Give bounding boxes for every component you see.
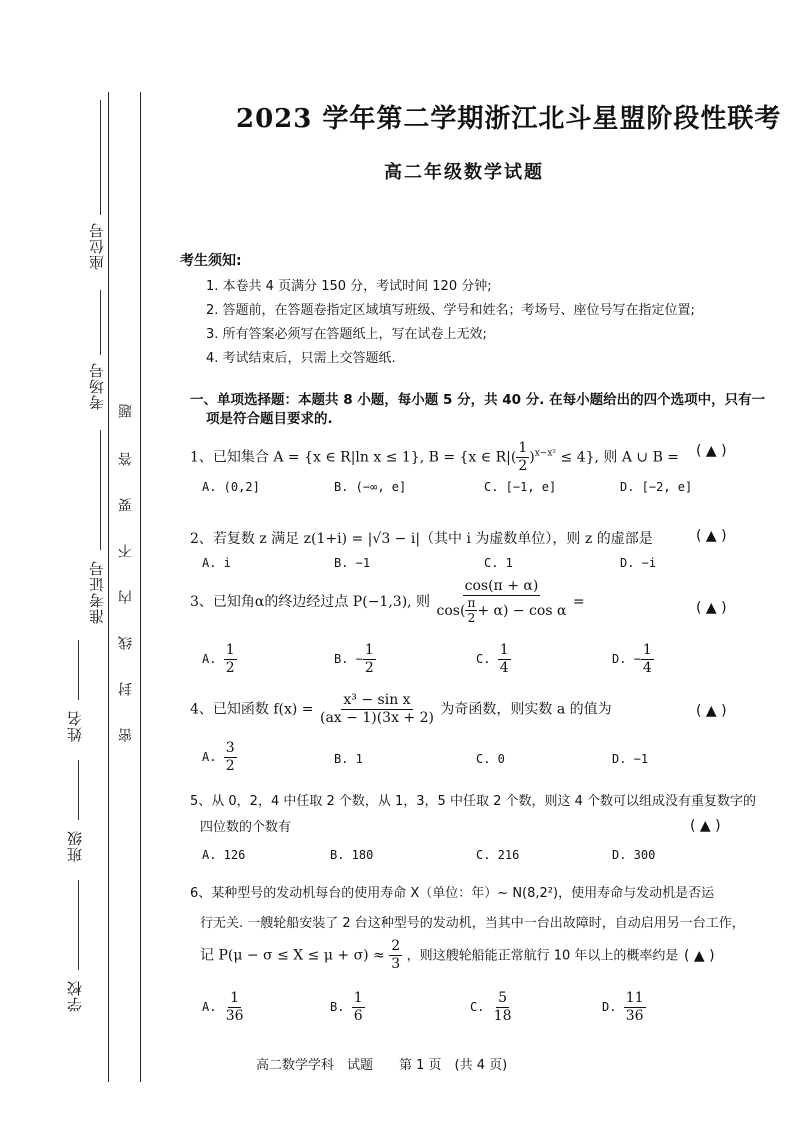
ticket-label: 准考证号 <box>88 560 106 624</box>
question-1-stem: 1、已知集合 A = {x ∈ R|ln x ≤ 1}, B = {x ∈ R|( $\frac{1}{2}$ )$^{x-x^2}$ ≤ 4}, 则 A ∪ B = <box>190 440 680 474</box>
option: A. $\frac{1}{2}$ <box>202 642 235 676</box>
option: A. i <box>202 556 231 570</box>
seal-char: 密 <box>118 728 134 742</box>
option: D. $\frac{11}{36}$ <box>602 990 644 1024</box>
option: C. 1 <box>484 556 513 570</box>
option: B. − $\frac{1}{2}$ <box>334 642 374 676</box>
option: A. $\frac{1}{36}$ <box>202 990 244 1024</box>
room-label: 考场号 <box>88 362 106 410</box>
question-5-stem-cont: 四位数的个数有 <box>200 820 292 835</box>
question-3-stem: 3、已知角α的终边经过点 P(−1,3), 则 cos(π + α) cos( $\frac{\pi}{2}$ + α) − cos α = <box>190 578 585 626</box>
seal-char: 答 <box>118 452 134 466</box>
section-heading-cont: 项是符合题目要求的. <box>206 411 333 427</box>
option: C. 0 <box>476 752 505 766</box>
margin-line-right <box>140 92 141 1082</box>
seal-char: 内 <box>118 590 134 604</box>
seal-char: 封 <box>118 682 134 696</box>
option: D. −i <box>620 556 657 570</box>
notice-item: 3. 所有答案必须写在答题纸上，写在试卷上无效; <box>206 327 487 342</box>
notice-heading: 考生须知: <box>180 253 242 269</box>
answer-mark: ( ▲ ) <box>690 818 721 834</box>
seat-underline <box>100 100 101 215</box>
ticket-underline <box>100 430 101 550</box>
school-label: 学校 <box>66 980 84 1012</box>
school-underline <box>78 880 79 970</box>
section-heading: 一、单项选择题：本题共 8 小题，每小题 5 分，共 40 分. 在每小题给出的四个选项中，只有一 <box>190 392 766 408</box>
room-underline <box>100 290 101 355</box>
question-6-stem-cont: 行无关. 一艘轮船安装了 2 台这种型号的发动机，当其中一台出故障时，自动启用另一台工作， <box>200 916 745 931</box>
option: A. $\frac{3}{2}$ <box>202 740 235 774</box>
seal-char: 题 <box>118 404 134 418</box>
name-label: 姓名 <box>66 710 84 742</box>
option: C. $\frac{1}{4}$ <box>476 642 509 676</box>
answer-mark: ( ▲ ) <box>696 703 727 719</box>
notice-item: 4. 考试结束后，只需上交答题纸. <box>206 351 396 366</box>
class-label: 班级 <box>66 830 84 862</box>
seat-label: 座位号 <box>88 222 106 270</box>
option: D. [−2, e] <box>620 480 693 494</box>
option: C. 216 <box>476 848 520 862</box>
option: B. $\frac{1}{6}$ <box>330 990 363 1024</box>
question-2-stem: 2、若复数 z 满足 z(1+i) = |√3 − i|（其中 i 为虚数单位），则 z 的虚部是 <box>190 531 653 547</box>
option: D. −1 <box>612 752 649 766</box>
option: B. (−∞, e] <box>334 480 407 494</box>
option: B. −1 <box>334 556 371 570</box>
notice-item: 2. 答题前，在答题卷指定区域填写班级、学号和姓名；考场号、座位号写在指定位置; <box>206 303 695 318</box>
option: B. 1 <box>334 752 363 766</box>
question-5-stem: 5、从 0，2，4 中任取 2 个数，从 1，3，5 中任取 2 个数，则这 4 个数可以组成没有重复数字的 <box>190 794 757 809</box>
page-subtitle: 高二年级数学试题 <box>384 162 544 183</box>
name-underline <box>78 640 79 700</box>
seal-char: 不 <box>118 544 134 558</box>
class-underline <box>78 760 79 820</box>
option: A. (0,2] <box>202 480 260 494</box>
option: D. − $\frac{1}{4}$ <box>612 642 652 676</box>
answer-mark: ( ▲ ) <box>696 528 727 544</box>
answer-mark: ( ▲ ) <box>696 443 727 459</box>
question-6-stem-line3: 记 P(μ − σ ≤ X ≤ μ + σ) ≈ $\frac{2}{3}$ ，则这艘轮船能正常航行 10 年以上的概率约是 <box>200 938 679 972</box>
seal-char: 线 <box>118 636 134 650</box>
option: A. 126 <box>202 848 246 862</box>
option: C. [−1, e] <box>484 480 557 494</box>
page-footer: 高二数学学科 试题 第 1 页 (共 4 页) <box>256 1058 508 1073</box>
option: D. 300 <box>612 848 656 862</box>
answer-mark: ( ▲ ) <box>684 948 715 964</box>
answer-mark: ( ▲ ) <box>696 600 727 616</box>
notice-item: 1. 本卷共 4 页满分 150 分，考试时间 120 分钟; <box>206 279 492 294</box>
question-4-stem: 4、已知函数 f(x) = $\frac{\text{x³ − sin x}}{(ax - 1)(3x + 2)}$ 为奇函数，则实数 a 的值为 <box>190 692 612 726</box>
margin-line-left <box>108 92 109 1082</box>
question-6-stem: 6、某种型号的发动机每台的使用寿命 X（单位：年）~ N(8,2²)，使用寿命与发动机是否运 <box>190 886 715 901</box>
page-title: 2023 学年第二学期浙江北斗星盟阶段性联考 <box>236 104 782 134</box>
option: C. $\frac{5}{18}$ <box>470 990 512 1024</box>
option: B. 180 <box>330 848 374 862</box>
seal-char: 要 <box>118 498 134 512</box>
